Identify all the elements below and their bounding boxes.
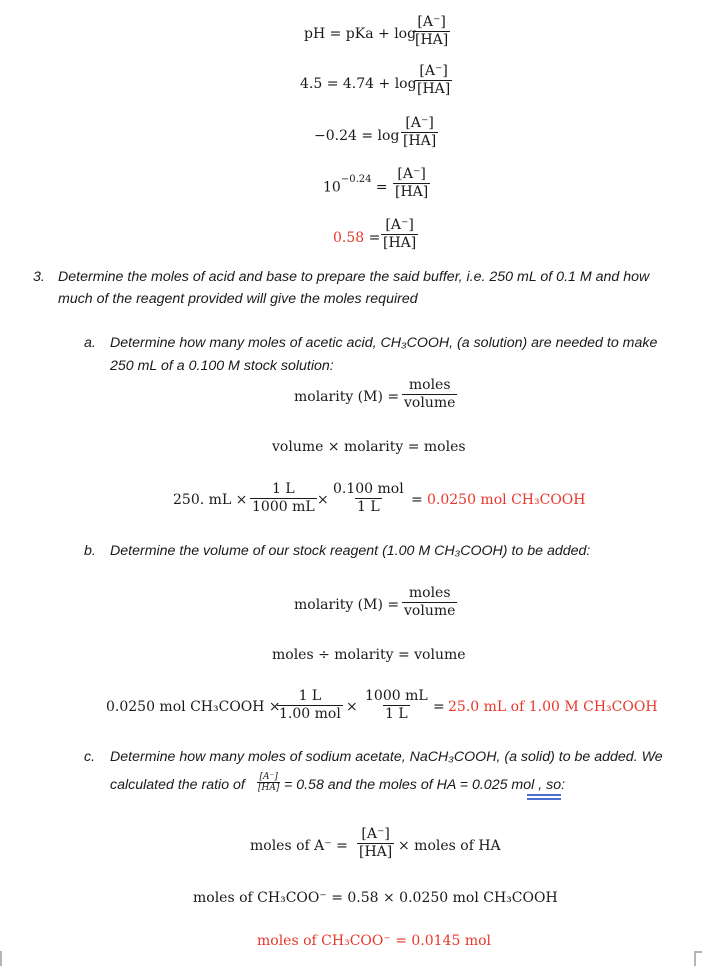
molarity-a-denominator: volume — [404, 395, 456, 411]
molarity-a-fraction — [402, 377, 457, 412]
eq5-numerator: [A⁻] — [385, 217, 414, 233]
calc-a-start: 250. mL × — [173, 492, 248, 508]
qc-line2-underlined: mol , — [511, 777, 543, 793]
eq1-lhs: pH = pKa + log — [304, 26, 417, 42]
eq-c3: moles of CH₃COO⁻ = 0.0145 mol — [257, 933, 492, 949]
molarity-a-numerator: moles — [408, 377, 451, 393]
qa-line1: Determine how many moles of acetic acid, CH₃COOH, (a solution) are needed to make — [110, 335, 658, 351]
grammar-underline-2 — [527, 798, 561, 800]
eq-c1-denominator: [HA] — [359, 844, 393, 860]
calc-b-start: 0.0250 mol CH₃COOH × — [106, 699, 281, 715]
eq4-exponent: −0.24 — [340, 174, 372, 185]
calc-b-times: × — [346, 699, 358, 715]
eq5-equals: = — [364, 230, 381, 246]
qc-line2-start: calculated the ratio of — [110, 777, 245, 793]
calc-a-fraction2 — [331, 481, 406, 516]
eq-c1-lhs: moles of A⁻ = — [250, 838, 348, 854]
qc-line2-middle: = 0.58 and the moles of HA = 0.025 — [284, 777, 512, 793]
eq4-equals: = — [371, 179, 388, 196]
qc-line1: Determine how many moles of sodium acetate, NaCH₃COOH, (a solid) to be added. We — [110, 749, 663, 765]
calc-a-equals: = — [411, 492, 423, 508]
qc-line2-rest — [284, 774, 565, 796]
eq3-numerator: [A⁻] — [405, 115, 434, 131]
eq4-fraction — [393, 166, 430, 201]
qa-line2: 250 mL of a 0.100 M stock solution: — [110, 358, 334, 374]
calc-a-f1-denominator: 1000 mL — [252, 499, 315, 515]
molarity-b-denominator: volume — [404, 603, 456, 619]
page-corner-mark-right-v — [694, 951, 696, 966]
eq4-denominator: [HA] — [395, 184, 429, 200]
calc-a-f2-numerator: 0.100 mol — [333, 481, 404, 497]
eq3-denominator: [HA] — [403, 133, 437, 149]
eq1-fraction — [413, 14, 450, 49]
eq5-value: 0.58 — [333, 230, 365, 246]
eq2-numerator: [A⁻] — [419, 63, 448, 79]
molarity-b-lhs: molarity (M) = — [294, 597, 400, 613]
q3-number: 3. — [33, 269, 45, 285]
eq-c1-numerator: [A⁻] — [361, 826, 390, 842]
grammar-underline-1 — [527, 794, 561, 796]
eq4-numerator: [A⁻] — [397, 166, 426, 182]
molarity-b-numerator: moles — [408, 585, 451, 601]
qc-line2-end: so: — [542, 777, 566, 793]
calc-b-f1-numerator: 1 L — [298, 688, 322, 704]
calc-b-f1-denominator: 1.00 mol — [279, 706, 341, 722]
qb-letter: b. — [84, 543, 96, 559]
qc-letter: c. — [84, 749, 96, 765]
volume-molarity-equation: volume × molarity = moles — [272, 439, 466, 455]
eq2-fraction — [415, 63, 452, 98]
calc-a-f1-numerator: 1 L — [272, 481, 295, 497]
eq-c2: moles of CH₃COO⁻ = 0.58 × 0.0250 mol CH₃COOH — [193, 890, 558, 906]
eq4-lhs — [323, 174, 388, 196]
calc-b-fraction2 — [363, 688, 430, 723]
moles-molarity-equation: moles ÷ molarity = volume — [272, 647, 466, 663]
eq3-lhs: −0.24 = log — [314, 128, 400, 144]
eq5-denominator: [HA] — [383, 235, 417, 251]
eq1-denominator: [HA] — [415, 32, 449, 48]
eq4-base: 10 — [323, 179, 341, 196]
eq2-denominator: [HA] — [417, 81, 451, 97]
molarity-a-lhs: molarity (M) = — [294, 389, 400, 405]
eq1-numerator: [A⁻] — [417, 14, 446, 30]
calc-b-f2-denominator: 1 L — [385, 706, 408, 722]
qc-ratio-fraction — [257, 772, 280, 793]
calc-b-f2-numerator: 1000 mL — [365, 688, 428, 704]
qb-line1: Determine the volume of our stock reagent (1.00 M CH₃COOH) to be added: — [110, 543, 591, 559]
eq-c1-rhs: × moles of HA — [398, 838, 501, 854]
calc-a-fraction1 — [250, 481, 317, 516]
page-corner-mark-left — [0, 951, 2, 966]
calc-a-f2-denominator: 1 L — [357, 499, 380, 515]
calc-a-result: 0.0250 mol CH₃COOH — [427, 492, 586, 508]
eq2-lhs: 4.5 = 4.74 + log — [300, 76, 417, 92]
calc-b-fraction1 — [277, 688, 343, 723]
eq5-fraction — [381, 217, 418, 252]
calc-b-equals: = — [433, 699, 445, 715]
eq3-fraction — [401, 115, 438, 150]
calc-a-times: × — [317, 492, 329, 508]
qc-ratio-numerator: [A⁻] — [259, 772, 278, 782]
q3-line1: Determine the moles of acid and base to prepare the said buffer, i.e. 250 mL of 0.1 M and how — [58, 269, 650, 285]
qa-letter: a. — [84, 335, 96, 351]
calc-b-result: 25.0 mL of 1.00 M CH₃COOH — [448, 699, 658, 715]
eq-c1-fraction — [357, 826, 394, 861]
molarity-b-fraction — [402, 585, 457, 620]
eq5-lhs — [333, 230, 380, 246]
qc-ratio-denominator: [HA] — [258, 783, 280, 793]
q3-line2: much of the reagent provided will give the moles required — [58, 291, 418, 307]
